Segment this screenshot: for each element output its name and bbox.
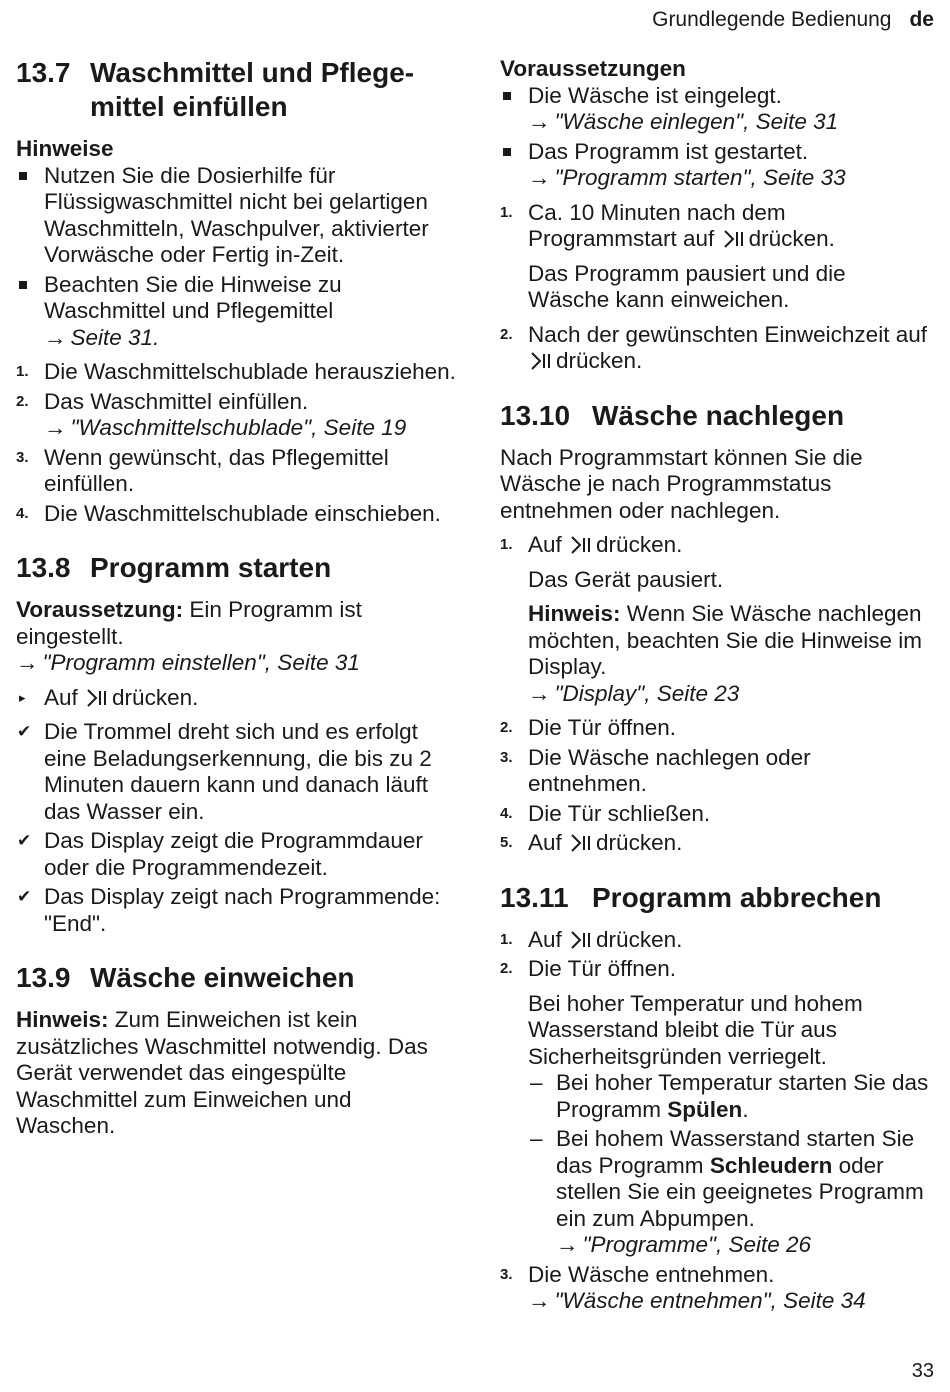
step-number: 2. <box>500 325 513 343</box>
bullet-square-icon <box>19 172 27 180</box>
step-result: Das Programm pausiert und die Wäsche kann einweichen. <box>528 260 846 312</box>
result-text: Die Trommel dreht sich und es erfolgt eine Beladungserkennung, die bis zu 2 Minuten dauern kann und danach läuft das Wasser ein. <box>44 719 432 824</box>
step-number: 4. <box>500 804 513 822</box>
section-13-9-continued <box>500 56 930 375</box>
step-number: 5. <box>500 834 513 851</box>
cross-reference[interactable] <box>528 109 838 134</box>
section-heading <box>16 56 456 124</box>
step-number: 1. <box>500 203 513 221</box>
start-pause-icon <box>86 688 108 708</box>
list-item <box>16 719 456 825</box>
header-section: Grundlegende Bedienung <box>652 8 892 31</box>
steps-list <box>500 927 930 1315</box>
cross-reference[interactable] <box>528 681 739 706</box>
step-text: Die Waschmittelschublade einschieben. <box>44 500 441 526</box>
action-text: Auf <box>44 684 78 710</box>
ref-text: "Programm einstellen", Seite 31 <box>42 650 360 675</box>
step-number: 2. <box>500 719 513 736</box>
notes-label: Hinweise <box>16 136 114 161</box>
step-text: Nach der gewünschten Einweichzeit auf <box>528 321 927 347</box>
cross-reference[interactable] <box>556 1232 811 1257</box>
cross-reference[interactable] <box>16 650 360 675</box>
step-result: Das Gerät pausiert. <box>528 566 724 592</box>
step-number: 4. <box>16 504 29 522</box>
step-text: drücken. <box>596 926 683 952</box>
list-item <box>16 359 456 386</box>
note-text: Zum Einweichen ist kein zusätzliches Waschmittel notwendig. Das Gerät verwendet das eingespülte Waschmittel zum Einweichen und Waschen. <box>16 1007 428 1138</box>
ref-text: Seite 31 <box>70 324 154 350</box>
requirements-label: Voraussetzungen <box>500 56 686 81</box>
section-13-8 <box>16 551 456 937</box>
list-item <box>528 1070 930 1123</box>
list-item <box>500 532 930 707</box>
list-item <box>16 884 456 937</box>
ref-text: "Waschmittelschublade", Seite 19 <box>70 415 407 440</box>
step-text: Die Tür öffnen. <box>528 715 677 740</box>
note-text: Nutzen Sie die Dosierhilfe für Flüssigwaschmittel nicht bei gelartigen Waschmitteln, Waschpulver, aktivierter Vorwäsche oder Fertig in-Zeit. <box>44 162 429 267</box>
list-item <box>500 139 930 192</box>
ref-text: "Programme", Seite 26 <box>582 1232 812 1257</box>
list-item <box>16 272 456 352</box>
list-item <box>16 828 456 881</box>
section-13-11 <box>500 881 930 1315</box>
result-text: Das Display zeigt die Programmdauer oder die Programmendezeit. <box>44 828 423 880</box>
section-title: Programm abbrechen <box>592 881 882 913</box>
arrow-right-icon: → <box>16 650 39 675</box>
results-list <box>16 719 456 937</box>
note <box>16 1007 456 1140</box>
section-title: Programm starten <box>90 552 332 583</box>
ref-text: "Wäsche entnehmen", Seite 34 <box>554 1288 866 1313</box>
option-text: Bei hohem Wasserstand starten Sie das Programm <box>556 1126 915 1178</box>
step-text: Auf <box>528 926 562 952</box>
step-result: Bei hoher Temperatur und hohem Wasserstand bleibt die Tür aus Sicherheitsgründen verriegelt. <box>528 990 863 1069</box>
list-item <box>16 163 456 269</box>
dash-marker: – <box>530 1070 543 1095</box>
notes-list <box>16 163 456 352</box>
step-number: 2. <box>16 392 29 410</box>
section-heading <box>500 881 930 915</box>
section-number: 13.9 <box>16 962 71 993</box>
list-item <box>500 956 930 1259</box>
list-item <box>500 745 930 798</box>
list-item <box>500 1262 930 1315</box>
arrow-right-icon: → <box>528 1288 551 1313</box>
list-item <box>16 445 456 498</box>
section-13-10 <box>500 399 930 857</box>
left-column <box>16 56 456 1164</box>
step-number: 3. <box>16 448 29 466</box>
section-heading <box>500 399 930 433</box>
step-text: drücken. <box>596 830 683 855</box>
cross-reference[interactable] <box>528 165 846 190</box>
requirement-text: Das Programm ist gestartet. <box>528 138 809 164</box>
action-list <box>16 685 456 712</box>
requirement-text: Ein Programm ist eingestellt. <box>16 597 362 649</box>
check-icon: ✔ <box>17 887 32 906</box>
ref-text: "Display", Seite 23 <box>554 680 740 706</box>
start-pause-icon <box>530 351 552 371</box>
note-label: Hinweis: <box>16 1007 109 1032</box>
header-lang: de <box>909 8 934 31</box>
page-number: 33 <box>911 1360 934 1382</box>
section-title: Waschmittel und Pflege-mittel einfüllen <box>90 57 415 122</box>
step-text: Das Waschmittel einfüllen. <box>44 388 309 414</box>
step-text: drücken. <box>596 532 683 557</box>
list-item <box>16 501 456 528</box>
arrow-right-icon: → <box>528 680 551 706</box>
arrow-right-icon: → <box>44 415 67 440</box>
note-text: Beachten Sie die Hinweise zu Waschmittel und Pflegemittel <box>44 271 342 323</box>
running-header <box>652 8 934 32</box>
section-13-9 <box>16 961 456 1140</box>
section-13-7 <box>16 56 456 527</box>
section-number: 13.11 <box>500 881 569 913</box>
section-title: Wäsche einweichen <box>90 962 355 993</box>
step-text: Die Waschmittelschublade herausziehen. <box>44 359 456 384</box>
bullet-square-icon <box>503 148 511 156</box>
option-list <box>528 1070 930 1259</box>
arrow-right-icon: → <box>528 165 551 190</box>
step-text: Die Tür schließen. <box>528 800 711 826</box>
start-pause-icon <box>570 930 592 950</box>
step-text: Auf <box>528 830 562 855</box>
step-text: Wenn gewünscht, das Pflegemittel einfüllen. <box>44 444 389 496</box>
list-item <box>500 83 930 136</box>
right-column <box>500 56 930 1339</box>
step-text: Die Tür öffnen. <box>528 956 677 981</box>
note-text: Wenn Sie Wäsche nachlegen möchten, beachten Sie die Hinweise im Display. <box>528 601 922 679</box>
cross-reference[interactable] <box>44 415 406 440</box>
check-icon: ✔ <box>17 722 32 741</box>
step-text: Die Wäsche entnehmen. <box>528 1261 775 1287</box>
requirements-list <box>500 83 930 192</box>
step-text: Auf <box>528 532 562 557</box>
bullet-square-icon <box>503 92 511 100</box>
step-text: Die Wäsche nachlegen oder entnehmen. <box>528 744 811 796</box>
list-item <box>16 685 456 712</box>
ref-text: "Wäsche einlegen", Seite 31 <box>554 109 839 134</box>
option-text: . <box>742 1096 749 1122</box>
result-text: Das Display zeigt nach Programmende: "End". <box>44 884 441 936</box>
steps-list <box>16 359 456 527</box>
requirement-text: Die Wäsche ist eingelegt. <box>528 82 782 108</box>
list-item <box>500 200 930 314</box>
option-text: oder stellen Sie ein geeignetes Programm ein zum Abpumpen. <box>556 1152 924 1231</box>
program-name: Schleudern <box>709 1152 833 1178</box>
list-item <box>500 322 930 375</box>
action-triangle-icon: ▸ <box>19 689 26 705</box>
start-pause-icon <box>570 833 592 853</box>
section-heading <box>16 551 456 585</box>
start-pause-icon <box>570 535 592 555</box>
list-item <box>16 389 456 442</box>
arrow-right-icon: → <box>528 109 551 134</box>
section-number: 13.7 <box>16 57 71 88</box>
list-item <box>500 801 930 828</box>
step-number: 3. <box>500 1265 513 1283</box>
steps-list <box>500 532 930 857</box>
step-number: 2. <box>500 960 513 977</box>
program-name: Spülen <box>667 1096 743 1122</box>
step-number: 1. <box>500 536 513 553</box>
start-pause-icon <box>723 229 745 249</box>
note <box>528 601 930 707</box>
arrow-right-icon: → <box>44 324 67 350</box>
action-text: drücken. <box>112 684 199 710</box>
bullet-square-icon <box>19 281 27 289</box>
list-item <box>500 830 930 857</box>
section-heading <box>16 961 456 995</box>
steps-list <box>500 200 930 375</box>
check-icon: ✔ <box>17 831 32 850</box>
ref-text: "Programm starten", Seite 33 <box>554 165 846 190</box>
step-text: Ca. 10 Minuten nach dem Programmstart auf <box>528 199 786 251</box>
list-item <box>528 1126 930 1259</box>
cross-reference[interactable] <box>528 1288 866 1313</box>
intro-text: Nach Programmstart können Sie die Wäsche je nach Programmstatus entnehmen oder nachlegen. <box>500 444 863 523</box>
step-text: drücken. <box>748 226 835 251</box>
section-number: 13.8 <box>16 552 71 583</box>
list-item <box>500 715 930 742</box>
step-number: 3. <box>500 748 513 766</box>
note-label: Hinweis: <box>528 601 621 626</box>
step-number: 1. <box>500 930 513 948</box>
dash-marker: – <box>530 1126 543 1151</box>
section-number: 13.10 <box>500 399 571 431</box>
option-text: Bei hoher Temperatur starten Sie das Programm <box>556 1070 929 1122</box>
step-text: drücken. <box>556 348 643 373</box>
requirement <box>16 597 456 677</box>
requirement-label: Voraussetzung: <box>16 597 184 622</box>
cross-reference[interactable]: → Seite 31. <box>44 324 160 350</box>
section-title: Wäsche nachlegen <box>592 399 845 431</box>
step-number: 1. <box>16 363 29 380</box>
list-item <box>500 927 930 954</box>
arrow-right-icon: → <box>556 1232 579 1257</box>
